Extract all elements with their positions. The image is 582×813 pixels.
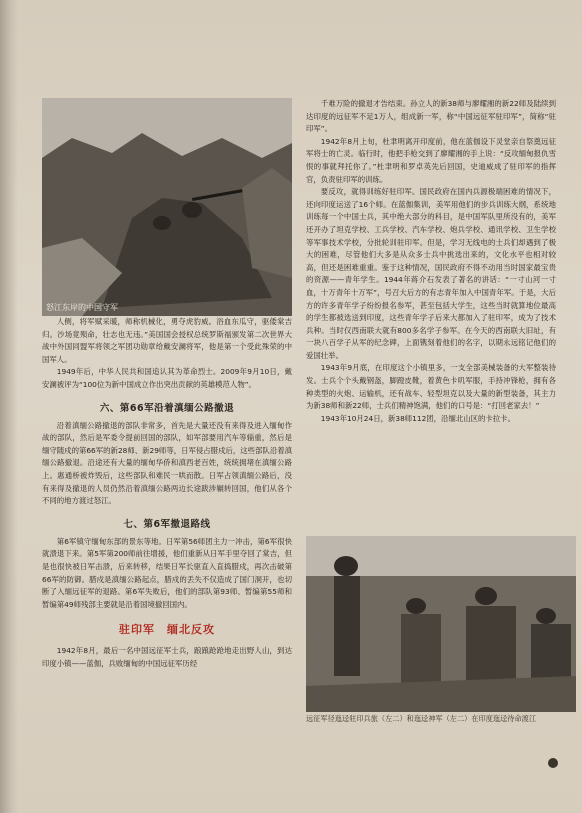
right-paragraph: 1943年9月底，在印度这个小镇里多，一支全部美械装备的大军整装待发。士兵个个头戴钢盔，脚蹬皮靴，着黄色卡叽军服，手持冲锋枪，拥有各种类型的火炮、运输机，还有战车、轻型坦克以及大量的新型装备，其主力为新38师和新22师，士兵们精神饱满，他们的口号是：“打回老家去！”	[306, 363, 556, 411]
photo-caption-top: 怒江东岸的中国守军	[46, 303, 118, 312]
right-paragraph: 千难万险的撤退才告结束。孙立人的新38师与廖耀湘的新22师及陆续到达印度的远征军不足1万人，组成新一军，称“中国远征军驻印军”，简称“驻印军”。	[306, 99, 556, 134]
photo-soldiers-image	[42, 98, 292, 316]
left-paragraph: 沿着滇缅公路撤退的部队非常多，首先是大量还没有来得及进入缅甸作战的部队，然后是军委令提前回国的部队，如军部要用汽车等辎重，然后是缅守随戍的第66军的新28师、新29师等，日军侵占腊戍后，这些部队沿着滇缅公路撤退。沿途还有大量的缅甸华侨和滇西老百姓，统统拥堵在滇缅公路上。惠通桥被炸毁后，这些部队和难民一哄而散。日军占领滇缅公路后，没有来得及撤退的人员仍然沿着滇缅公路两边长途跋涉辗转回国，他们从各个不同的地方渡过怒江。	[42, 420, 292, 506]
right-paragraph: 1943年10月24日，新38师112团，沿缅北山区的卡拉卡。	[320, 413, 515, 423]
photo-caption-bottom: 远征军径迤迳驻印兵旅（左二）和迤迳神军（左二）在印度迤迳待命渡江	[306, 714, 537, 723]
left-paragraph: 第6军镇守缅甸东部的景东等地。日军第56师团主力一冲击，第6军很快就溃退下来。第5军第200师前往增援，他们重新从日军手里夺回了棠吉，但是也很快被日军击溃，后来转移，结果日军长驱直入直捣腊戍，再次击破第66军的防御。腊戍是滇缅公路起点，腊戍的丢失不仅造成了国门洞开，也切断了入缅远征军的退路。第6军失败后，他们的部队第93师、暂编第55师和暂编第49师残部主要就是沿着国境撤回国内。	[42, 536, 292, 609]
photo-chinese-defenders	[42, 98, 292, 316]
photo-troops-image	[306, 536, 576, 712]
left-column	[42, 98, 292, 670]
right-paragraph: 要反攻，就得训练好驻印军。国民政府在国内兵源极端困难的情况下，还向印度运送了16个师。在蓝伽集训，美军用他们的步兵训练大纲，系统地训练每一个中国士兵，其中绝大部分的科目，是中国军队里所没有的，美军还开办了坦克学校、工兵学校、汽车学校、炮兵学校、通讯学校、卫生学校等军事技术学校，分批轮训驻印军。但是，学习无线电的士兵们却遇到了极大的困难，尽管他们大多是从众多士兵中挑选出来的，文化水平也相对较高，但还是困难重重。鉴于这种情况，国民政府不得不动用当时国家最宝贵的资源——青年学生。1944年蒋介石发表了著名的讲话：“一寸山河一寸血，十万青年十万军”，号召大后方的有志青年加入中国青年军。于是，大后方的许多青年学子纷纷报名参军，甚至包括大学生，这些当时就算地位最高的学生都被选送到印度，这些青年学子后来大都加入了驻印军，成为了技术兵种。当时仅西南联大就有800多名学子参军。在今天的西南联大旧址，有一块八百学子从军的纪念碑，上面镌刻着他们的名字，以期永远铭记他们的爱国壮举。	[306, 187, 556, 360]
left-paragraph: 人侧，将军赋采暖，师称机械化，勇夺虎豹威。浴血东瓜守，驱倭棠吉归。沙场竟殒命，壮志也无违。”美国国会授权总统罗斯福颁发第二次世界大战中外国同盟军将领之军团功勋章给戴安澜将军，他是第一个受此殊荣的中国军人。	[42, 317, 292, 364]
right-column	[306, 98, 556, 425]
page-number-dot	[548, 758, 558, 768]
left-paragraph: 1942年8月，最后一名中国远征军士兵，踉踉跄跄地走出野人山，到达印度小镇——蓝伽，兵败缅甸的中国远征军历经	[42, 646, 292, 668]
page-spine-shadow	[0, 0, 18, 813]
section-heading: 六、第66军沿着滇缅公路撤退	[99, 402, 235, 414]
photo-troops-waiting	[306, 536, 576, 712]
section-heading: 七、第6军撤退路线	[123, 518, 211, 530]
right-paragraph: 1942年8月上旬，杜聿明离开印度前，他在蓝伽设下灵堂亲自祭奠远征军将士的亡灵。临行时，他把手枪交到了廖耀湘的手上说：“反攻缅甸报仇雪恨的事就拜托你了。”杜聿明和罗卓英先后回国，史迪威成了驻印军的指挥官，负责驻印军的训练。	[306, 136, 556, 184]
chapter-heading: 驻印军 缅北反攻	[119, 623, 215, 637]
left-paragraph: 1949年后，中华人民共和国追认其为革命烈士。2009年9月10日，戴安澜被评为“100位为新中国成立作出突出贡献的英雄模范人物”。	[42, 367, 292, 389]
